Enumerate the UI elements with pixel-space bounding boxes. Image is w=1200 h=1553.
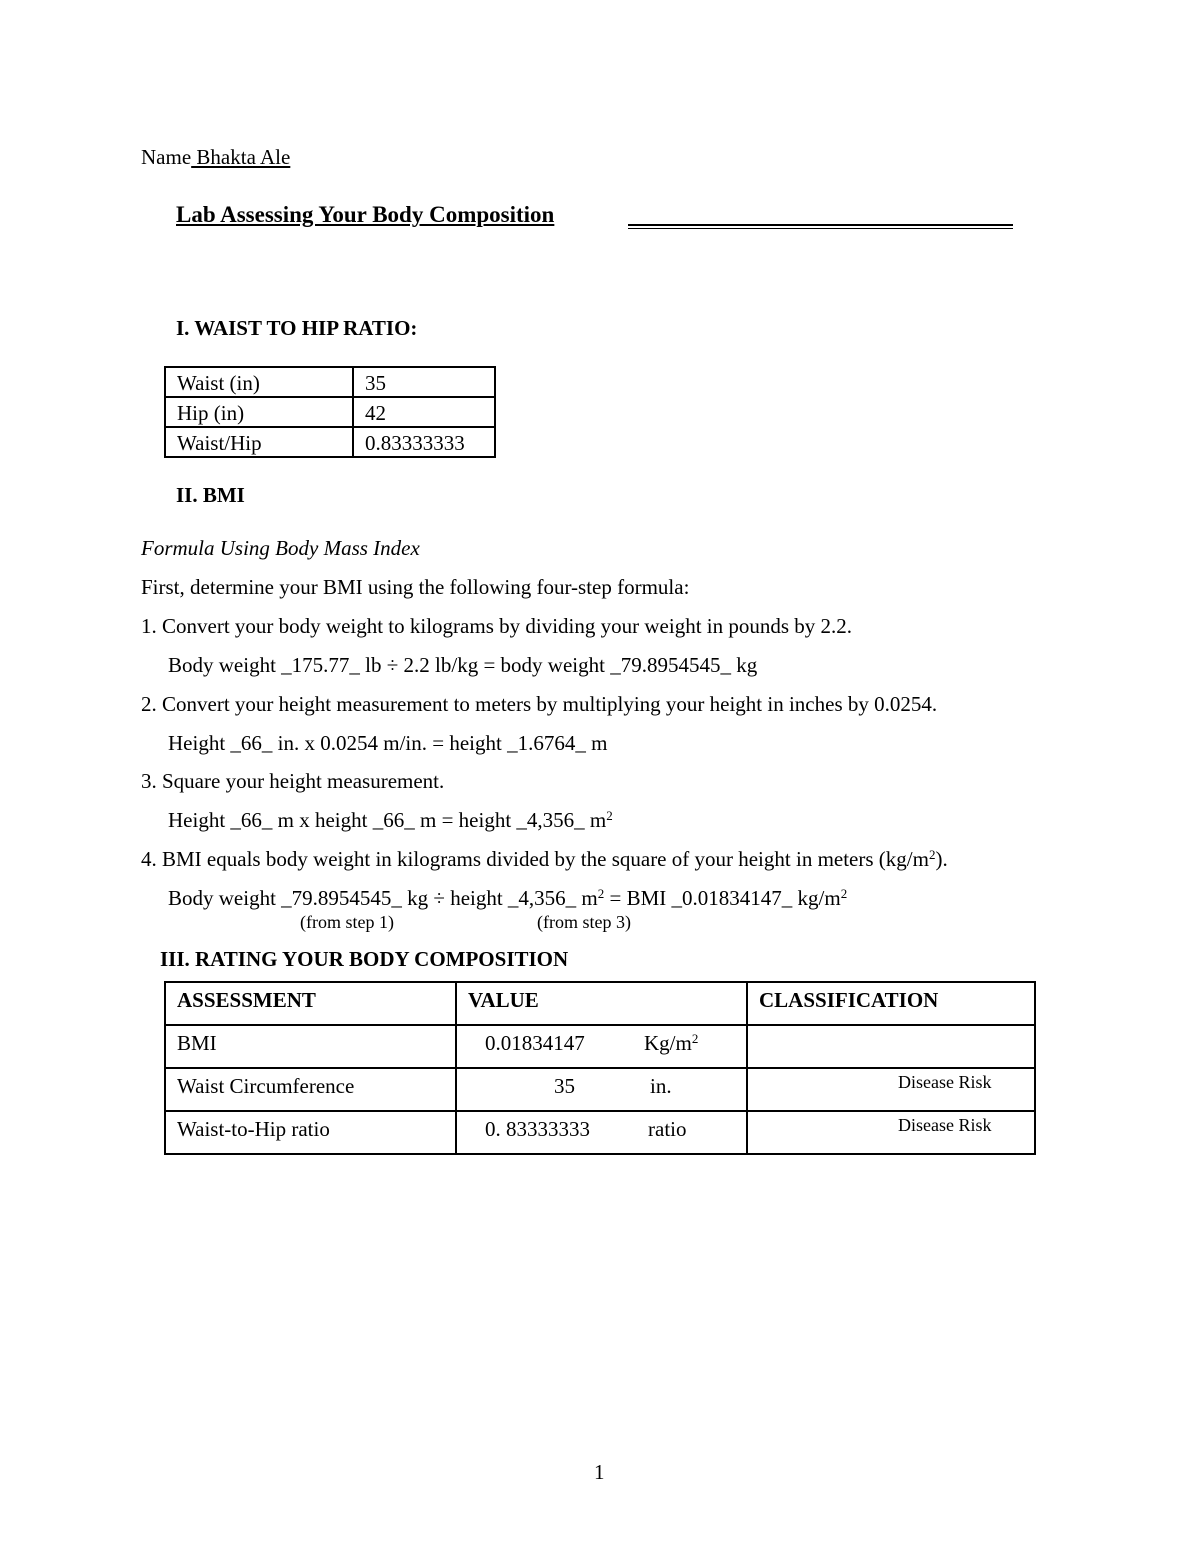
step4-text-a: 4. BMI equals body weight in kilograms divided by the square of your height in meters (kg/m [141, 847, 929, 871]
value-number: 0. 83333333 [485, 1117, 590, 1141]
table-row [165, 1068, 1035, 1111]
table-cell-value [456, 1068, 747, 1111]
waist-hip-table [164, 366, 496, 458]
step2-text: 2. Convert your height measurement to meters by multiplying your height in inches by 0.0254. [141, 692, 938, 716]
classification-text: Disease Risk [898, 1072, 992, 1092]
table-cell-classification [747, 1111, 1035, 1154]
table-cell-label: Waist (in) [165, 367, 353, 397]
section2-heading: II. BMI [176, 483, 245, 507]
formula-intro: First, determine your BMI using the following four-step formula: [141, 575, 690, 599]
value-unit: in. [650, 1074, 672, 1098]
value-unit [644, 1031, 698, 1056]
table-row [165, 367, 495, 397]
page-number: 1 [594, 1460, 605, 1484]
title-underline-double [628, 228, 1013, 229]
step1-text: 1. Convert your body weight to kilograms by dividing your weight in pounds by 2.2. [141, 614, 853, 638]
table-cell-value [456, 1111, 747, 1154]
name-line [141, 147, 290, 168]
classification-text: Disease Risk [898, 1115, 992, 1135]
value-number: 0.01834147 [485, 1031, 585, 1055]
step4-note-step3: (from step 3) [537, 912, 631, 932]
column-header-value: VALUE [456, 982, 747, 1025]
table-cell-assessment: Waist-to-Hip ratio [165, 1111, 456, 1154]
value-number: 35 [554, 1074, 575, 1098]
table-header-row [165, 982, 1035, 1025]
step3-calc [168, 810, 613, 831]
value-unit: ratio [648, 1117, 687, 1141]
step4-calc-b: = BMI _0.01834147_ kg/m [604, 886, 841, 910]
section1-heading: I. WAIST TO HIP RATIO: [176, 316, 418, 340]
step4-text [141, 849, 948, 870]
step2-calc: Height _66_ in. x 0.0254 m/in. = height _1.6764_ m [168, 731, 608, 755]
name-label: Name [141, 145, 192, 169]
table-cell-assessment: Waist Circumference [165, 1068, 456, 1111]
superscript: 2 [597, 886, 605, 901]
value-unit-text: Kg/m [644, 1031, 692, 1055]
step3-calc-text: Height _66_ m x height _66_ m = height _4,356_ m [168, 808, 607, 832]
table-row [165, 427, 495, 457]
table-cell-classification [747, 1068, 1035, 1111]
rating-table [164, 981, 1036, 1155]
table-row [165, 1111, 1035, 1154]
section3-heading: III. RATING YOUR BODY COMPOSITION [160, 947, 569, 971]
table-cell-value [456, 1025, 747, 1068]
step4-calc-a: Body weight _79.8954545_ kg ÷ height _4,356_ m [168, 886, 598, 910]
student-name: Bhakta Ale [191, 145, 291, 169]
table-cell-label: Waist/Hip [165, 427, 353, 457]
table-row [165, 1025, 1035, 1068]
superscript: 2 [928, 847, 936, 862]
column-header-assessment: ASSESSMENT [165, 982, 456, 1025]
step1-calc: Body weight _175.77_ lb ÷ 2.2 lb/kg = body weight _79.8954545_ kg [168, 653, 758, 677]
table-cell-value: 42 [353, 397, 495, 427]
column-header-classification: CLASSIFICATION [747, 982, 1035, 1025]
superscript: 2 [840, 886, 848, 901]
step4-text-b: ). [935, 847, 948, 871]
table-cell-value: 35 [353, 367, 495, 397]
table-row [165, 397, 495, 427]
step4-note-step1: (from step 1) [300, 912, 394, 932]
step4-calc [168, 888, 847, 909]
superscript: 2 [691, 1031, 699, 1046]
table-cell-classification [747, 1025, 1035, 1068]
table-cell-value: 0.83333333 [353, 427, 495, 457]
table-cell-label: Hip (in) [165, 397, 353, 427]
title-underline [628, 224, 1013, 226]
table-cell-assessment: BMI [165, 1025, 456, 1068]
superscript: 2 [606, 808, 613, 823]
page-title: Lab Assessing Your Body Composition [176, 202, 555, 227]
formula-subtitle: Formula Using Body Mass Index [141, 536, 420, 560]
step3-text: 3. Square your height measurement. [141, 769, 445, 793]
